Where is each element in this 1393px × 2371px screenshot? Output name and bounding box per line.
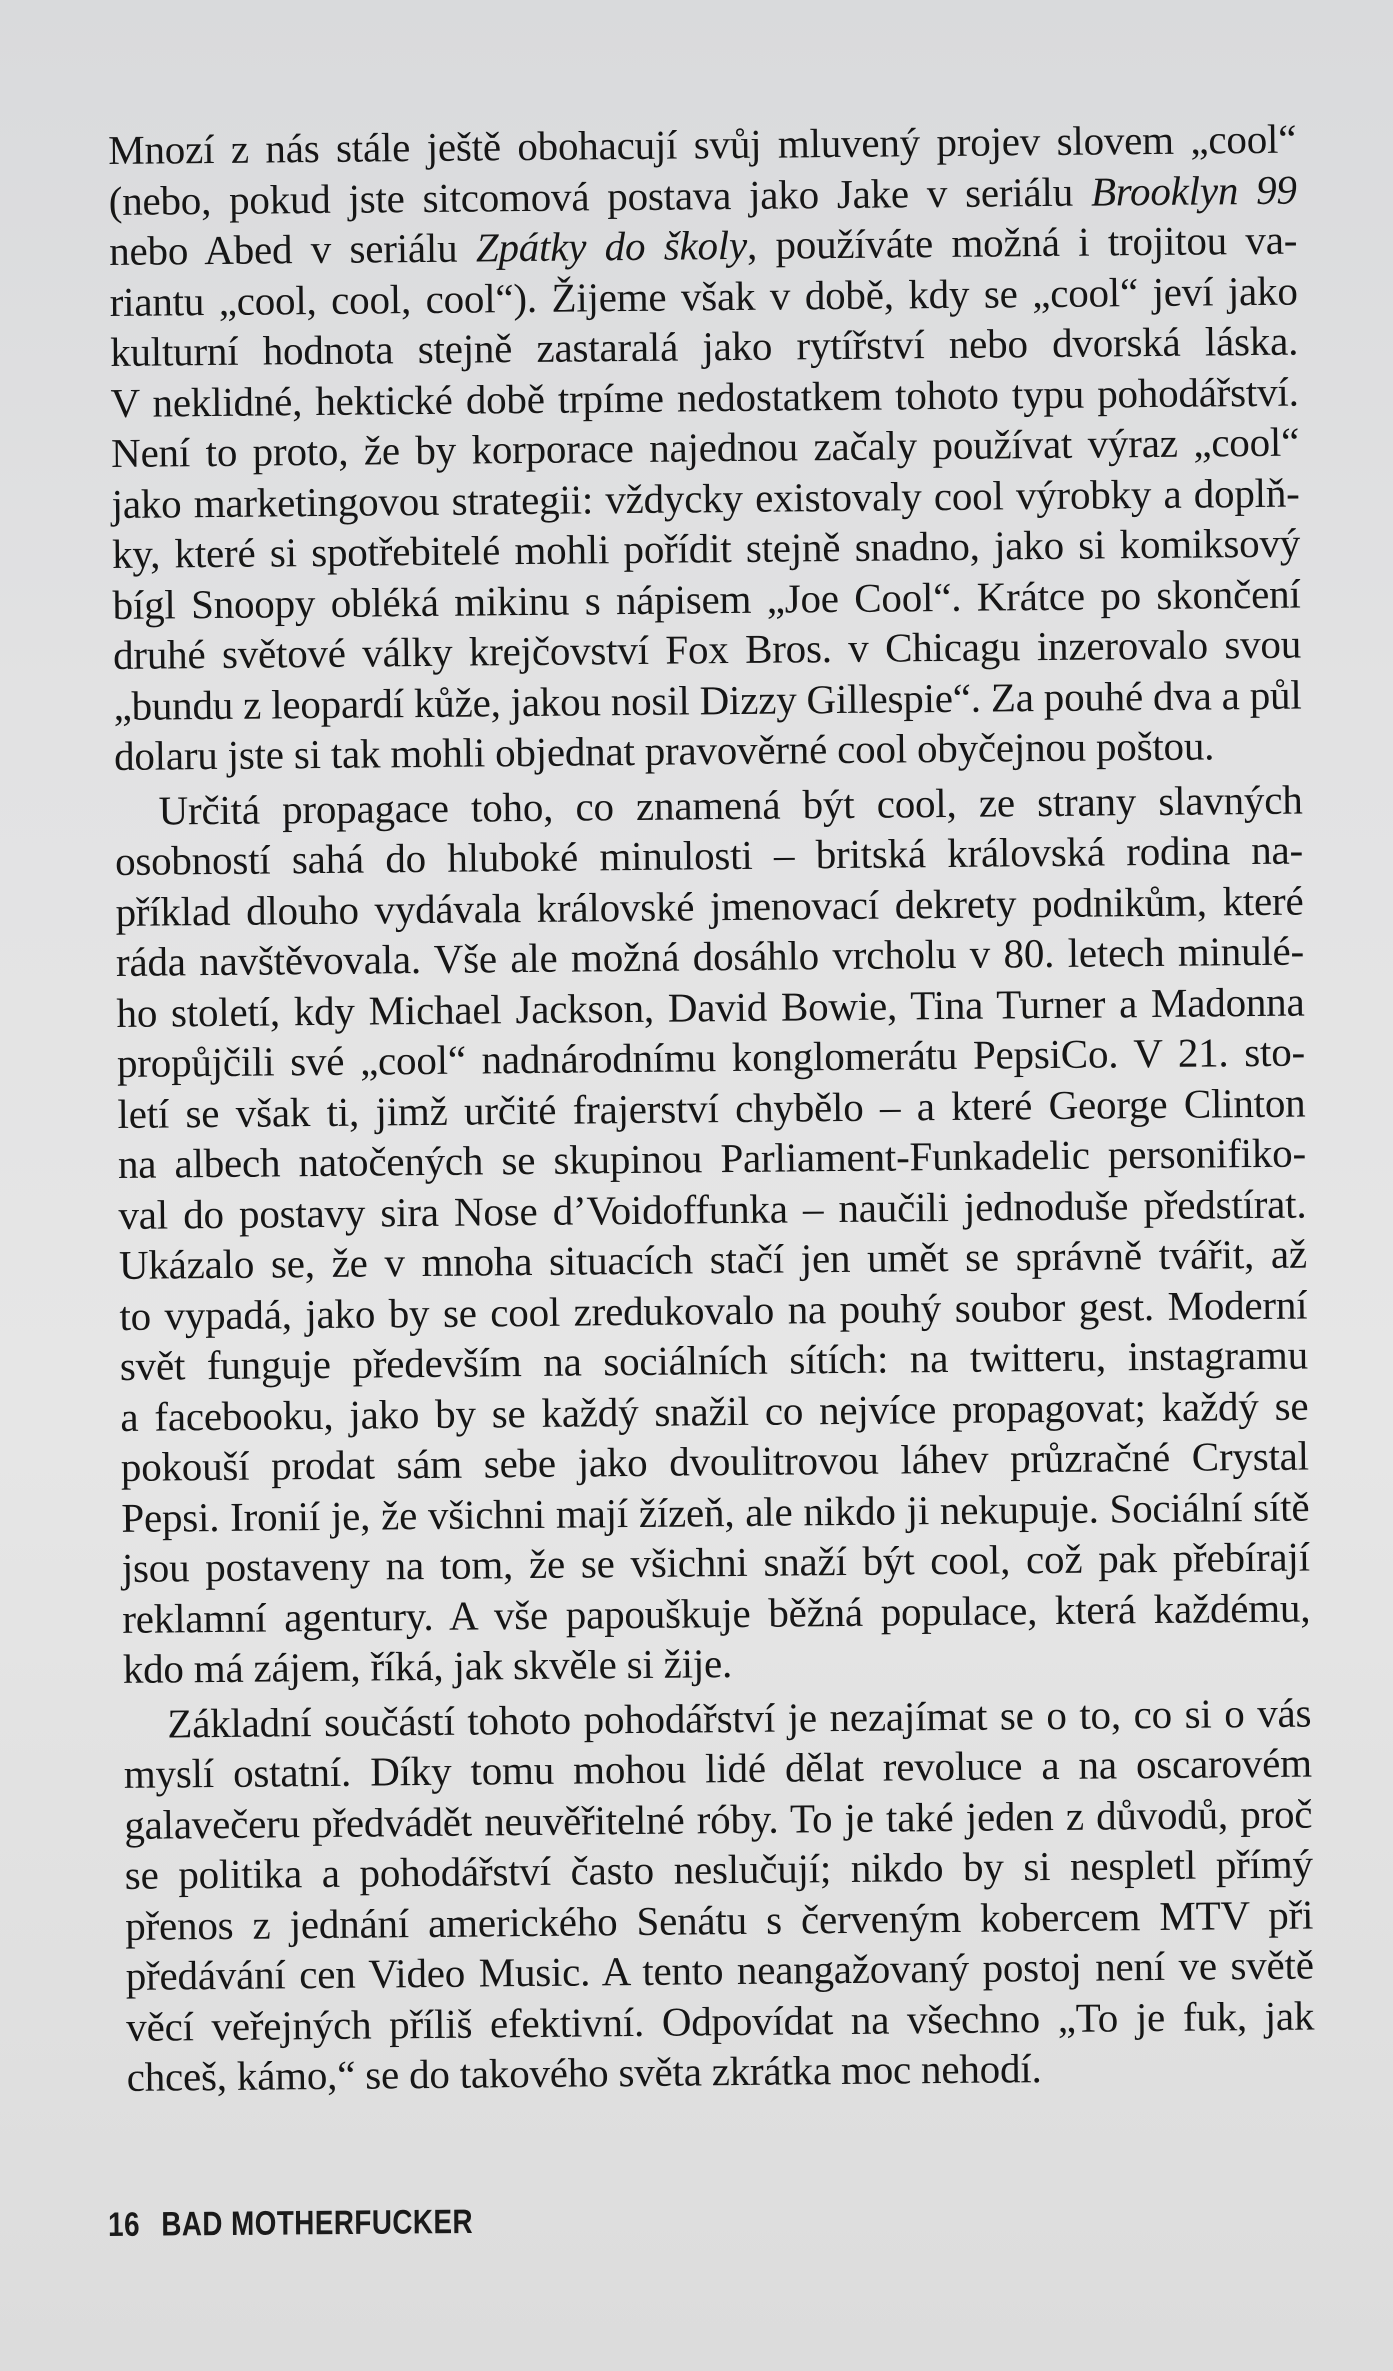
text-line: myslí ostatní. Díky tomu mohou lidé dělat revoluce a na oscarovém [123,1739,1312,1797]
text-line: druhé světové války krejčovství Fox Bros. v Chicagu inzerovalo svou [112,620,1302,678]
text-line: věcí veřejných příliš efektivní. Odpovídat na všechno „To je fuk, jak [126,1992,1315,2050]
text-line: nebo Abed v seriálu Zpátky do školy, používáte možná i trojitou va- [108,216,1298,274]
text-line: riantu „cool, cool, cool“). Žijeme však v době, kdy se „cool“ jeví jako [109,267,1298,325]
text-line: svět funguje především na sociálních sítích: na twitteru, instagramu [119,1331,1309,1389]
text-line: letí se však ti, jimž určité frajerství chybělo – a které George Clinton [117,1079,1306,1137]
text-line: příklad dlouho vydávala královské jmenovací dekrety podnikům, které [115,877,1304,935]
text-line: to vypadá, jako by se cool zredukovalo na pouhý soubor gest. Moderní [119,1281,1308,1339]
text-line: Pepsi. Ironií je, že všichni mají žízeň, ale nikdo ji nekupuje. Sociální sítě [121,1483,1310,1541]
text-line: ráda navštěvovala. Vše ale možná dosáhlo vrcholu v 80. letech minulé- [115,927,1305,985]
text-line: přenos z jednání amerického Senátu s červeným kobercem MTV při [125,1891,1314,1949]
text-line: galavečeru předvádět neuvěřitelné róby. To je také jeden z důvodů, proč [124,1790,1313,1848]
text-line: kdo má zájem, říká, jak skvěle si žije. [122,1640,733,1692]
paragraph [108,114,1302,782]
text-line: na albech natočených se skupinou Parliament-Funkadelic personifiko- [117,1129,1307,1187]
text-line: Mnozí z nás stále ještě obohacují svůj mluvený projev slovem „cool“ [108,115,1297,173]
italic-title: Zpátky do školy [475,221,748,271]
text-line: osobností sahá do hluboké minulosti – britská královská rodina na- [114,826,1304,884]
text-line: se politika a pohodářství často neslučují; nikdo by si nespletl přímý [124,1840,1313,1898]
text-line: pokouší prodat sám sebe jako dvoulitrovou láhev průzračné Crystal [120,1432,1310,1490]
text-line: a facebooku, jako by se každý snažil co nejvíce propagovat; každý se [120,1382,1309,1440]
text-line: chceš, kámo,“ se do takového světa zkrátka moc nehodí. [126,2045,1042,2100]
body-text [108,114,1315,2103]
text-line: Určitá propagace toho, co znamená být cool, ze strany slavných [158,776,1303,834]
page-footer [108,2203,473,2245]
text-line: reklamní agentury. A vše papouškuje běžná populace, která každému, [122,1584,1311,1642]
text-line: V neklidné, hektické době trpíme nedostatkem tohoto typu pohodářství. [110,368,1299,426]
paragraph [123,1687,1315,2102]
running-title: BAD MOTHERFUCKER [161,2202,474,2244]
page-number: 16 [108,2205,141,2244]
text-line: bígl Snoopy obléká mikinu s nápisem „Joe Cool“. Krátce po skončení [112,570,1301,628]
text-line: ky, které si spotřebitelé mohli pořídit stejně snadno, jako si komiksový [111,519,1301,577]
text-line: val do postavy sira Nose d’Voidoffunka – naučili jednoduše předstírat. [118,1180,1307,1238]
text-line: (nebo, pokud jste sitcomová postava jako Jake v seriálu Brooklyn 99 [108,166,1297,224]
text-line: propůjčili své „cool“ nadnárodnímu konglomerátu PepsiCo. V 21. sto- [116,1028,1306,1086]
text-line: jsou postaveny na tom, že se všichni snaží být cool, což pak přebírají [121,1533,1311,1591]
text-line: „bundu z leopardí kůže, jakou nosil Dizzy Gillespie“. Za pouhé dva a půl [113,671,1302,729]
text-line: kulturní hodnota stejně zastaralá jako rytířství nebo dvorská láska. [109,317,1299,375]
italic-title: Brooklyn 99 [1090,166,1297,215]
text-line: Není to proto, že by korporace najednou začaly používat výraz „cool“ [110,418,1300,476]
text-line: Základní součástí tohoto pohodářství je nezajímat se o to, co si o vás [167,1689,1312,1747]
text-line: Ukázalo se, že v mnoha situacích stačí jen umět se správně tvářit, až [118,1230,1308,1288]
text-line: dolaru jste si tak mohli objednat pravověrné cool obyčejnou poštou. [113,722,1215,779]
text-line: předávání cen Video Music. A tento neangažovaný postoj není ve světě [125,1941,1314,1999]
text-line: jako marketingovou strategii: vždycky existovaly cool výrobky a doplň- [111,469,1300,527]
paragraph [114,774,1311,1694]
text-line: ho století, kdy Michael Jackson, David Bowie, Tina Turner a Madonna [116,978,1305,1036]
